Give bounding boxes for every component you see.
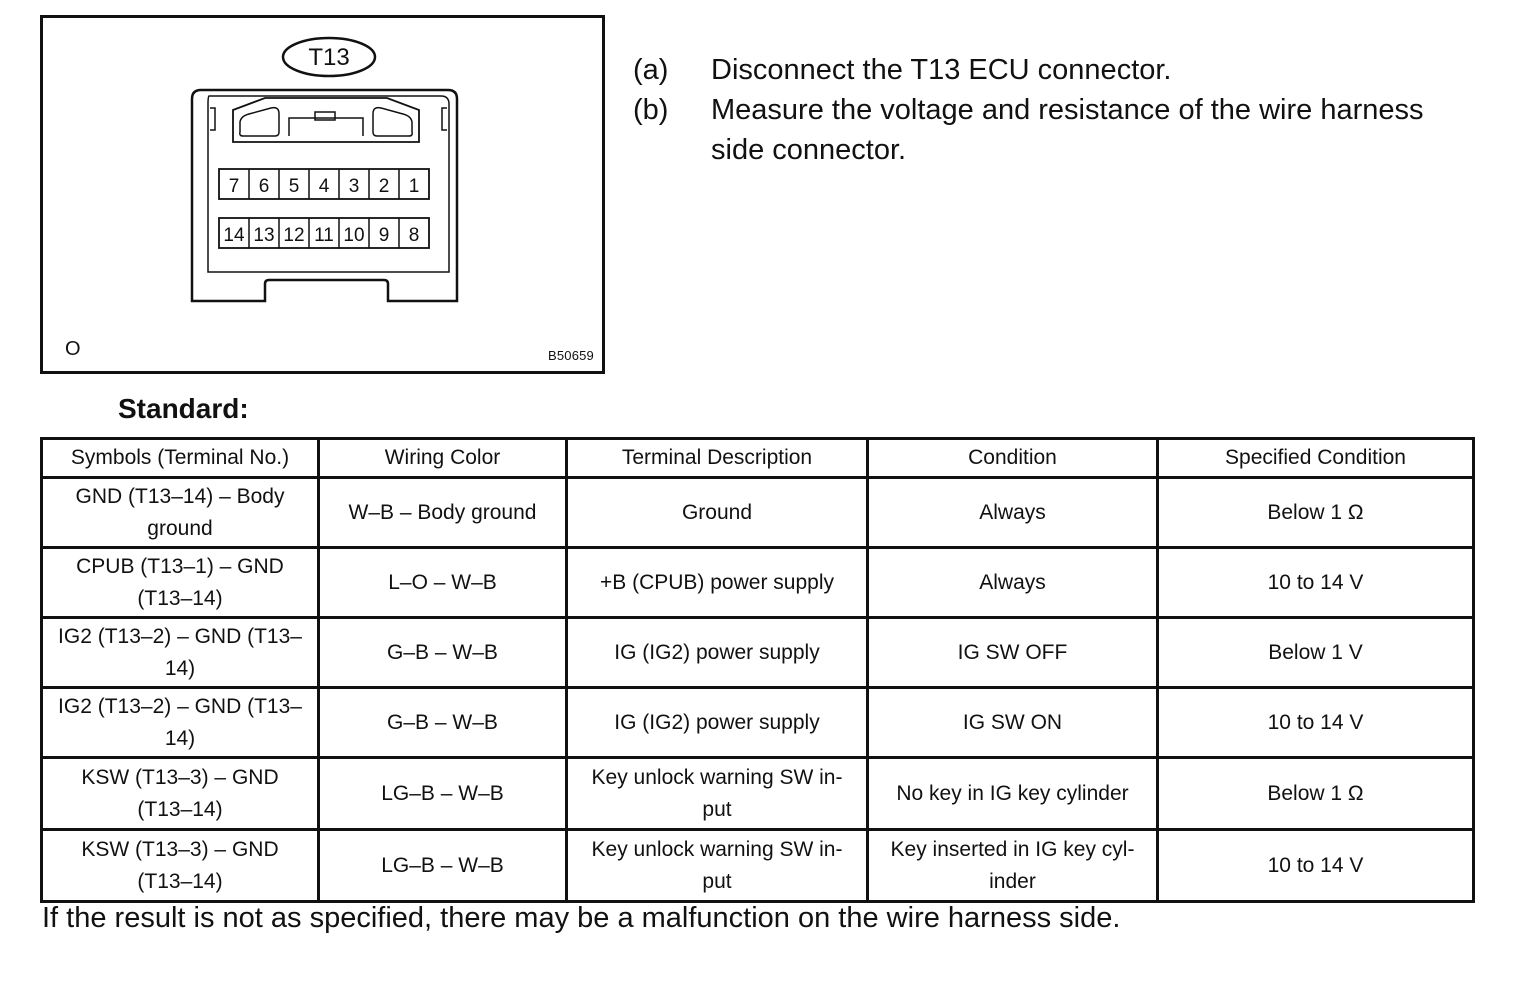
pin-label: 1: [408, 176, 420, 197]
pin-label: 11: [314, 225, 334, 246]
cell-wiring-color: W–B – Body ground: [319, 478, 567, 548]
pin-label: 5: [288, 176, 300, 197]
pin-label: 9: [378, 225, 390, 246]
cell-symbols: KSW (T13–3) – GND (T13–14): [42, 758, 319, 830]
table-row: [42, 618, 1474, 688]
cell-spec: Below 1 Ω: [1158, 478, 1474, 548]
cell-description: +B (CPUB) power supply: [567, 548, 868, 618]
cell-condition: Always: [868, 478, 1158, 548]
cell-wiring-color: LG–B – W–B: [319, 830, 567, 902]
table-row: [42, 688, 1474, 758]
cell-symbols: KSW (T13–3) – GND (T13–14): [42, 830, 319, 902]
cell-description: IG (IG2) power supply: [567, 618, 868, 688]
cell-spec: 10 to 14 V: [1158, 830, 1474, 902]
pin-label: 8: [408, 225, 420, 246]
cell-spec: 10 to 14 V: [1158, 688, 1474, 758]
table-row: [42, 478, 1474, 548]
pin-label: 2: [378, 176, 390, 197]
pin-label: 6: [258, 176, 270, 197]
cell-description: Key unlock warning SW in-put: [567, 830, 868, 902]
pin-label: 10: [343, 225, 365, 246]
pin-label: 14: [223, 225, 245, 246]
step-text: Disconnect the T13 ECU connector.: [711, 54, 1172, 86]
step-marker: (b): [633, 94, 669, 126]
table-row: [42, 758, 1474, 830]
cell-condition: Always: [868, 548, 1158, 618]
step-a: [633, 50, 1483, 90]
pin-row-top: [219, 169, 429, 199]
pin-label: 13: [253, 225, 275, 246]
cell-symbols: GND (T13–14) – Body ground: [42, 478, 319, 548]
footer-note: If the result is not as specified, there may be a malfunction on the wire harness side.: [42, 902, 1121, 934]
cell-spec: Below 1 Ω: [1158, 758, 1474, 830]
pin-row-bottom: [219, 218, 429, 248]
table-row: [42, 830, 1474, 902]
header-condition: Condition: [868, 439, 1158, 478]
table-row: [42, 548, 1474, 618]
pin-label: 12: [283, 225, 305, 246]
header-wiring-color: Wiring Color: [319, 439, 567, 478]
header-symbols: Symbols (Terminal No.): [42, 439, 319, 478]
figure-id: B50659: [547, 348, 594, 363]
cell-condition: IG SW ON: [868, 688, 1158, 758]
cell-condition: No key in IG key cylinder: [868, 758, 1158, 830]
cell-description: IG (IG2) power supply: [567, 688, 868, 758]
step-text: Measure the voltage and resistance of the wire harness side connector.: [711, 94, 1424, 166]
cell-condition: IG SW OFF: [868, 618, 1158, 688]
cell-spec: 10 to 14 V: [1158, 548, 1474, 618]
cell-symbols: IG2 (T13–2) – GND (T13–14): [42, 618, 319, 688]
cell-description: Key unlock warning SW in-put: [567, 758, 868, 830]
cell-wiring-color: G–B – W–B: [319, 618, 567, 688]
table-header-row: [42, 439, 1474, 478]
connector-diagram: [43, 18, 602, 371]
standard-table: [40, 437, 1475, 903]
procedure-steps: [633, 50, 1483, 170]
cell-wiring-color: G–B – W–B: [319, 688, 567, 758]
connector-label: T13: [308, 44, 350, 71]
cell-spec: Below 1 V: [1158, 618, 1474, 688]
step-marker: (a): [633, 54, 669, 86]
pin-label: 7: [228, 176, 240, 197]
figure-side-label: O: [65, 338, 81, 360]
cell-description: Ground: [567, 478, 868, 548]
connector-figure: [40, 15, 605, 374]
header-specified-condition: Specified Condition: [1158, 439, 1474, 478]
cell-symbols: IG2 (T13–2) – GND (T13–14): [42, 688, 319, 758]
cell-wiring-color: L–O – W–B: [319, 548, 567, 618]
pin-label: 3: [348, 176, 360, 197]
pin-label: 4: [318, 176, 330, 197]
step-b: [633, 90, 1483, 170]
cell-wiring-color: LG–B – W–B: [319, 758, 567, 830]
cell-condition: Key inserted in IG key cyl-inder: [868, 830, 1158, 902]
standard-heading: Standard:: [118, 393, 249, 424]
header-terminal-description: Terminal Description: [567, 439, 868, 478]
cell-symbols: CPUB (T13–1) – GND (T13–14): [42, 548, 319, 618]
